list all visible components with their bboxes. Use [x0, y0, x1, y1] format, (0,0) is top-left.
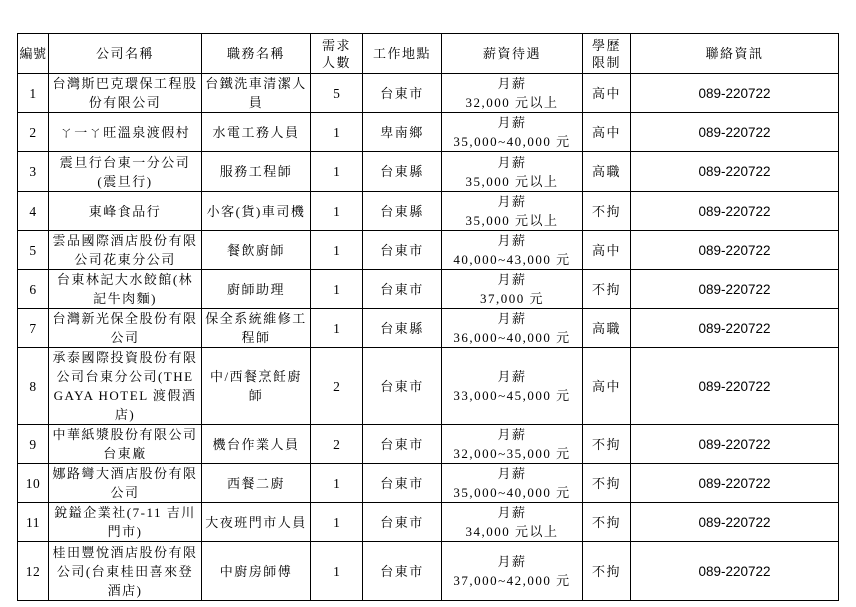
- cell-number: 7: [18, 309, 49, 348]
- cell-contact: 089-220722: [631, 192, 839, 231]
- cell-number: 1: [18, 74, 49, 113]
- salary-type: 月薪: [497, 233, 527, 248]
- cell-education: 高職: [583, 309, 631, 348]
- cell-education: 不拘: [583, 464, 631, 503]
- cell-salary: [442, 113, 583, 152]
- salary-type: 月薪: [497, 154, 527, 170]
- cell-job-title: 小客(貨)車司機: [202, 192, 311, 231]
- cell-contact: 089-220722: [631, 309, 839, 348]
- cell-number: 2: [18, 113, 49, 152]
- cell-company: 東峰食品行: [49, 192, 202, 231]
- cell-headcount: 1: [311, 542, 363, 601]
- header-contact: 聯絡資訊: [631, 34, 839, 74]
- cell-location: 台東縣: [363, 309, 442, 348]
- cell-company: 中華紙漿股份有限公司台東廠: [49, 425, 202, 464]
- cell-salary: [442, 192, 583, 231]
- cell-education: 不拘: [583, 425, 631, 464]
- cell-salary: [442, 152, 583, 192]
- cell-headcount: 2: [311, 425, 363, 464]
- cell-number: 12: [18, 542, 49, 601]
- cell-headcount: 1: [311, 152, 363, 192]
- salary-type: 月薪: [497, 427, 527, 442]
- job-listings-table: [17, 33, 839, 601]
- salary-type: 月薪: [497, 115, 527, 130]
- cell-salary: [442, 425, 583, 464]
- table-row: [18, 192, 839, 231]
- salary-amount: 35,000~40,000 元: [453, 485, 571, 500]
- cell-contact: 089-220722: [631, 464, 839, 503]
- header-location: 工作地點: [363, 34, 442, 74]
- cell-company: ㄚ一ㄚ旺溫泉渡假村: [49, 113, 202, 152]
- cell-contact: 089-220722: [631, 348, 839, 425]
- cell-contact: 089-220722: [631, 503, 839, 542]
- header-headcount-label: 需求人數: [321, 37, 351, 70]
- cell-headcount: 1: [311, 113, 363, 152]
- salary-amount: 35,000 元以上: [465, 213, 559, 228]
- table-row: [18, 503, 839, 542]
- salary-type: 月薪: [497, 505, 527, 520]
- table-row: [18, 231, 839, 270]
- table-row: [18, 74, 839, 113]
- cell-headcount: 1: [311, 231, 363, 270]
- cell-contact: 089-220722: [631, 542, 839, 601]
- salary-amount: 35,000 元以上: [465, 173, 559, 189]
- cell-company: 桂田豐悅酒店股份有限公司(台東桂田喜來登酒店): [49, 542, 202, 601]
- salary-amount: 37,000~42,000 元: [453, 573, 571, 588]
- table-row: [18, 270, 839, 309]
- cell-salary: [442, 231, 583, 270]
- table-row: [18, 542, 839, 601]
- cell-salary: [442, 503, 583, 542]
- cell-number: 6: [18, 270, 49, 309]
- cell-job-title: 台鐵洗車清潔人員: [202, 74, 311, 113]
- salary-type: 月薪: [497, 76, 527, 91]
- salary-type: 月薪: [497, 554, 527, 569]
- cell-education: 高中: [583, 113, 631, 152]
- cell-education: 不拘: [583, 192, 631, 231]
- cell-headcount: 1: [311, 309, 363, 348]
- cell-job-title: 西餐二廚: [202, 464, 311, 503]
- salary-amount: 33,000~45,000 元: [453, 388, 571, 403]
- cell-number: 10: [18, 464, 49, 503]
- cell-contact: 089-220722: [631, 425, 839, 464]
- salary-type: 月薪: [497, 369, 527, 384]
- header-job-title: 職務名稱: [202, 34, 311, 74]
- header-education-label: 學歷限制: [591, 37, 621, 70]
- cell-job-title: 廚師助理: [202, 270, 311, 309]
- cell-number: 8: [18, 348, 49, 425]
- salary-type: 月薪: [497, 194, 527, 209]
- cell-company: 承泰國際投資股份有限公司台東分公司(THE GAYA HOTEL 渡假酒店): [49, 348, 202, 425]
- cell-salary: [442, 348, 583, 425]
- cell-number: 5: [18, 231, 49, 270]
- cell-education: 高中: [583, 74, 631, 113]
- cell-location: 台東市: [363, 542, 442, 601]
- cell-contact: 089-220722: [631, 74, 839, 113]
- cell-company: 台東林記大水餃館(林記牛肉麵): [49, 270, 202, 309]
- salary-amount: 37,000 元: [479, 291, 544, 306]
- cell-company: 銳鎰企業社(7-11 吉川門市): [49, 503, 202, 542]
- cell-salary: [442, 309, 583, 348]
- salary-amount: 40,000~43,000 元: [453, 252, 571, 267]
- header-salary: 薪資待遇: [442, 34, 583, 74]
- cell-contact: 089-220722: [631, 113, 839, 152]
- cell-headcount: 1: [311, 503, 363, 542]
- cell-job-title: 水電工務人員: [202, 113, 311, 152]
- cell-location: 台東市: [363, 270, 442, 309]
- cell-location: 台東市: [363, 74, 442, 113]
- cell-company: 震旦行台東一分公司(震旦行): [49, 152, 202, 192]
- cell-job-title: 大夜班門市人員: [202, 503, 311, 542]
- cell-location: 台東市: [363, 503, 442, 542]
- cell-education: 高中: [583, 348, 631, 425]
- cell-contact: 089-220722: [631, 231, 839, 270]
- salary-amount: 36,000~40,000 元: [453, 330, 571, 345]
- cell-headcount: 5: [311, 74, 363, 113]
- cell-location: 台東市: [363, 464, 442, 503]
- salary-amount: 32,000~35,000 元: [453, 446, 571, 461]
- salary-amount: 35,000~40,000 元: [453, 134, 571, 149]
- cell-job-title: 餐飲廚師: [202, 231, 311, 270]
- salary-type: 月薪: [497, 272, 527, 287]
- cell-company: 娜路彎大酒店股份有限公司: [49, 464, 202, 503]
- cell-salary: [442, 74, 583, 113]
- cell-salary: [442, 270, 583, 309]
- cell-location: 台東縣: [363, 152, 442, 192]
- cell-job-title: 服務工程師: [202, 152, 311, 192]
- salary-type: 月薪: [497, 466, 527, 481]
- header-number: 編號: [18, 34, 49, 74]
- table-row: [18, 113, 839, 152]
- cell-number: 4: [18, 192, 49, 231]
- table-row: [18, 309, 839, 348]
- cell-headcount: 1: [311, 464, 363, 503]
- table-row: [18, 152, 839, 192]
- cell-location: 台東市: [363, 425, 442, 464]
- cell-education: 不拘: [583, 542, 631, 601]
- header-headcount: [311, 34, 363, 74]
- salary-type: 月薪: [497, 311, 527, 326]
- cell-job-title: 保全系統維修工程師: [202, 309, 311, 348]
- header-education: [583, 34, 631, 74]
- header-row: [18, 34, 839, 74]
- cell-education: 不拘: [583, 270, 631, 309]
- cell-company: 台灣斯巴克環保工程股份有限公司: [49, 74, 202, 113]
- cell-contact: 089-220722: [631, 152, 839, 192]
- cell-contact: 089-220722: [631, 270, 839, 309]
- cell-company: 台灣新光保全股份有限公司: [49, 309, 202, 348]
- cell-location: 台東縣: [363, 192, 442, 231]
- header-company: 公司名稱: [49, 34, 202, 74]
- cell-number: 9: [18, 425, 49, 464]
- cell-headcount: 2: [311, 348, 363, 425]
- cell-education: 高職: [583, 152, 631, 192]
- cell-salary: [442, 464, 583, 503]
- cell-location: 台東市: [363, 348, 442, 425]
- salary-amount: 34,000 元以上: [465, 524, 559, 539]
- cell-job-title: 中廚房師傅: [202, 542, 311, 601]
- table-row: [18, 464, 839, 503]
- cell-number: 11: [18, 503, 49, 542]
- salary-amount: 32,000 元以上: [465, 95, 559, 110]
- cell-number: 3: [18, 152, 49, 192]
- cell-headcount: 1: [311, 270, 363, 309]
- cell-job-title: 機台作業人員: [202, 425, 311, 464]
- table-row: [18, 348, 839, 425]
- table-row: [18, 425, 839, 464]
- cell-company: 雲品國際酒店股份有限公司花東分公司: [49, 231, 202, 270]
- cell-location: 卑南鄉: [363, 113, 442, 152]
- cell-headcount: 1: [311, 192, 363, 231]
- cell-job-title: 中/西餐烹飪廚師: [202, 348, 311, 425]
- cell-education: 不拘: [583, 503, 631, 542]
- cell-education: 高中: [583, 231, 631, 270]
- cell-location: 台東市: [363, 231, 442, 270]
- cell-salary: [442, 542, 583, 601]
